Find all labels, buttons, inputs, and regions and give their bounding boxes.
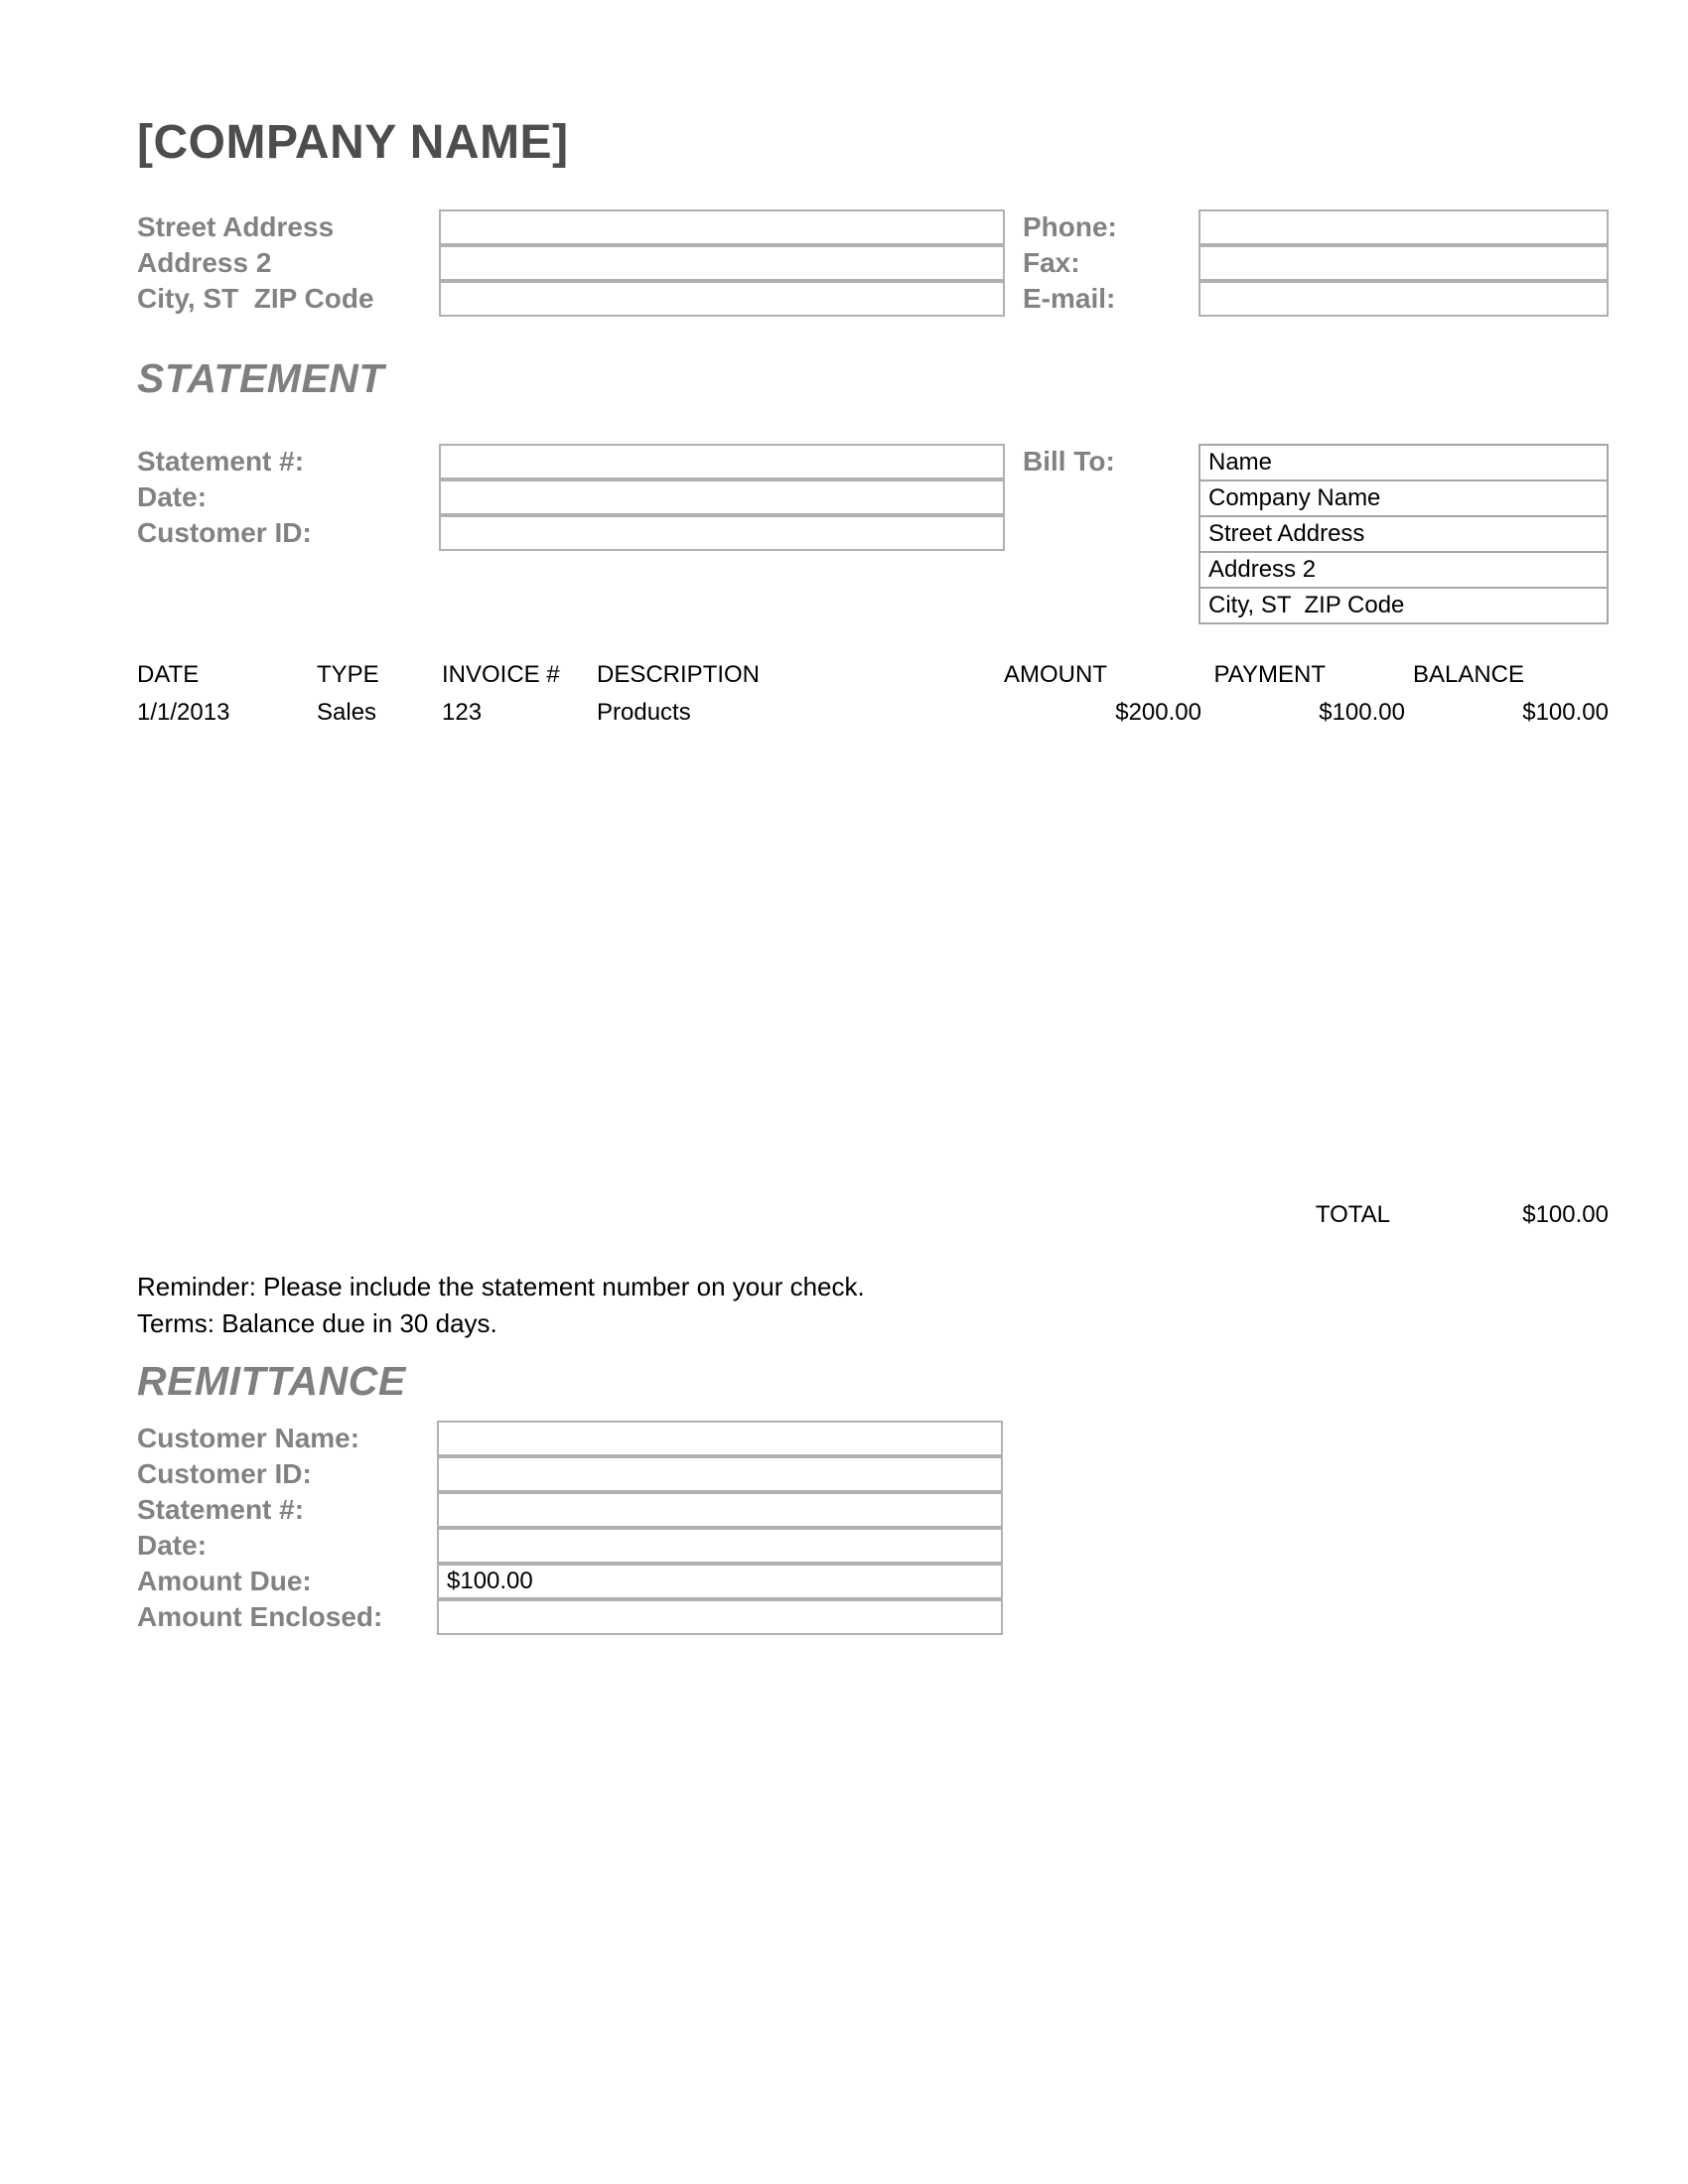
row-amount-cell: $200.00 (1115, 699, 1201, 726)
column-header-balance: BALANCE (1412, 661, 1524, 688)
remit-statement-number-label: Statement #: (137, 1494, 305, 1525)
bill-to-city-cell[interactable]: City, ST ZIP Code (1208, 592, 1405, 618)
remit-customer-id-input[interactable] (437, 1456, 1003, 1492)
statement-number-label: Statement #: (137, 446, 305, 477)
statement-number-input[interactable] (439, 444, 1005, 479)
row-type-cell: Sales (317, 699, 377, 726)
company-city-state-zip-input[interactable] (439, 281, 1005, 317)
company-address2-input[interactable] (439, 245, 1005, 281)
company-street-address-input[interactable] (439, 209, 1005, 245)
remit-date-label: Date: (137, 1530, 208, 1561)
row-date-cell: 1/1/2013 (137, 699, 230, 726)
statement-date-input[interactable] (439, 479, 1005, 515)
remit-statement-number-input[interactable] (437, 1492, 1003, 1528)
column-header-type: TYPE (317, 661, 379, 688)
remittance-heading: REMITTANCE (137, 1358, 406, 1404)
total-value: $100.00 (1522, 1201, 1609, 1228)
row-invoice-cell: 123 (442, 699, 483, 726)
company-name-title: [COMPANY NAME] (137, 116, 569, 169)
bill-to-company-cell[interactable]: Company Name (1200, 481, 1607, 517)
column-header-payment: PAYMENT (1213, 661, 1326, 688)
bill-to-address2-cell[interactable]: Address 2 (1200, 553, 1607, 589)
remit-customer-id-label: Customer ID: (137, 1458, 312, 1489)
bill-to-label: Bill To: (1023, 446, 1115, 477)
city-state-zip-label: City, ST ZIP Code (137, 283, 374, 314)
bill-to-street-cell[interactable]: Street Address (1200, 517, 1607, 553)
column-header-invoice: INVOICE # (442, 661, 560, 688)
total-label: TOTAL (1315, 1201, 1390, 1228)
row-balance-cell: $100.00 (1522, 699, 1609, 726)
bill-to-box (1198, 444, 1609, 624)
customer-id-label: Customer ID: (137, 517, 312, 548)
remit-amount-enclosed-label: Amount Enclosed: (137, 1601, 383, 1632)
terms-text: Terms: Balance due in 30 days. (137, 1308, 497, 1338)
remit-amount-due-input[interactable] (437, 1564, 1003, 1599)
row-description-cell: Products (597, 699, 691, 726)
phone-input[interactable] (1198, 209, 1609, 245)
remit-amount-enclosed-input[interactable] (437, 1599, 1003, 1635)
reminder-text: Reminder: Please include the statement number on your check. (137, 1272, 865, 1301)
bill-to-name-cell[interactable]: Name (1200, 446, 1607, 481)
email-input[interactable] (1198, 281, 1609, 317)
remit-date-input[interactable] (437, 1528, 1003, 1564)
column-header-amount: AMOUNT (1004, 661, 1107, 688)
customer-id-input[interactable] (439, 515, 1005, 551)
statement-heading: STATEMENT (137, 355, 384, 401)
fax-label: Fax: (1023, 247, 1080, 278)
remit-amount-due-label: Amount Due: (137, 1566, 312, 1596)
remit-customer-name-input[interactable] (437, 1421, 1003, 1456)
email-label: E-mail: (1023, 283, 1116, 314)
street-address-label: Street Address (137, 211, 335, 242)
row-payment-cell: $100.00 (1319, 699, 1405, 726)
statement-date-label: Date: (137, 481, 208, 512)
column-header-description: DESCRIPTION (597, 661, 761, 688)
fax-input[interactable] (1198, 245, 1609, 281)
address2-label: Address 2 (137, 247, 272, 278)
column-header-date: DATE (137, 661, 200, 688)
remit-customer-name-label: Customer Name: (137, 1423, 360, 1453)
phone-label: Phone: (1023, 211, 1117, 242)
